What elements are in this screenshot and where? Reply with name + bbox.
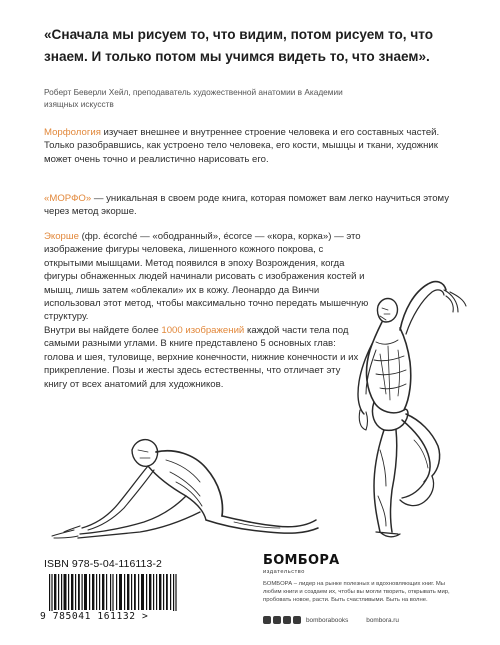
highlight-term: Морфология xyxy=(44,127,101,138)
highlight-term: 1000 изображений xyxy=(161,325,245,336)
isbn-barcode xyxy=(40,574,187,624)
youtube-icon xyxy=(283,616,291,624)
paragraph-text: — уникальная в своем роде книга, которая поможет вам легко научиться этому через метод экорше. xyxy=(44,193,450,218)
telegram-icon xyxy=(273,616,281,624)
social-handle: bomborabooks xyxy=(306,616,349,624)
standing-anatomy-figure-illustration xyxy=(340,270,475,540)
publisher-name: БОМБОРА xyxy=(263,553,340,568)
publisher-logo xyxy=(263,553,340,575)
paragraph-text: каждой части тела под самыми разными углами. В книге представлено 5 основных глав: голова и шея, туловище, верхние конечности, нижние конечности и их прикрепление. Позы и жесты здесь естественны, что отличает эту книгу от всех анатомий для художников. xyxy=(44,325,359,390)
paragraph-ecorche xyxy=(44,230,374,324)
quote-author: Роберт Беверли Хейл, преподаватель художественной анатомии в Академии изящных искусств xyxy=(44,87,343,109)
instagram-icon xyxy=(293,616,301,624)
vk-icon xyxy=(263,616,271,624)
paragraph-text: изучает внешнее и внутреннее строение человека и его составных частей. Только разобравшись, как устроено тело человека, его кости, мышцы и ткани, художник может очень точно и реалистично нарисовать его. xyxy=(44,127,440,165)
publisher-website: bombora.ru xyxy=(366,616,399,624)
highlight-term: Экорше xyxy=(44,231,79,242)
paragraph-text: (фр. écorché — «ободранный», écorce — «кора, корка») — это изображение фигуры человека, лишенного кожного покрова, с открытыми мышцами. Метод появился в эпоху Возрождения, когда фигуры обнаженных людей начинали рисовать с изображения костей и мышц, лишь затем «облекали» их в кожу. Леонардо да Винчи использовал этот метод, чтобы максимально точно передать мышечную структуру. xyxy=(44,231,369,323)
publisher-description: БОМБОРА – лидер на рынке полезных и вдохновляющих книг. Мы любим книги и создаем их, чтобы вы могли творить, открывать мир, пробовать новое, расти. Быть счастливыми. Быть на волне. xyxy=(263,581,450,603)
barcode-digits: 9 785041 161132 > xyxy=(40,611,187,622)
isbn-label: ISBN 978-5-04-116113-2 xyxy=(44,558,162,570)
publisher-social xyxy=(263,616,399,624)
paragraph-inside xyxy=(44,324,362,391)
paragraph-text: Внутри вы найдете более xyxy=(44,325,162,336)
epigraph-quote: «Сначала мы рисуем то, что видим, потом рисуем то, что знаем. И только потом мы учимся видеть то, что знаем». xyxy=(44,27,434,64)
barcode-bars xyxy=(40,574,187,614)
highlight-term: «МОРФО» xyxy=(44,193,92,204)
sitting-anatomy-figure-illustration xyxy=(44,420,324,540)
paragraph-morpho xyxy=(44,192,454,219)
publisher-subtitle: издательство xyxy=(263,569,305,575)
paragraph-morphology xyxy=(44,126,454,166)
